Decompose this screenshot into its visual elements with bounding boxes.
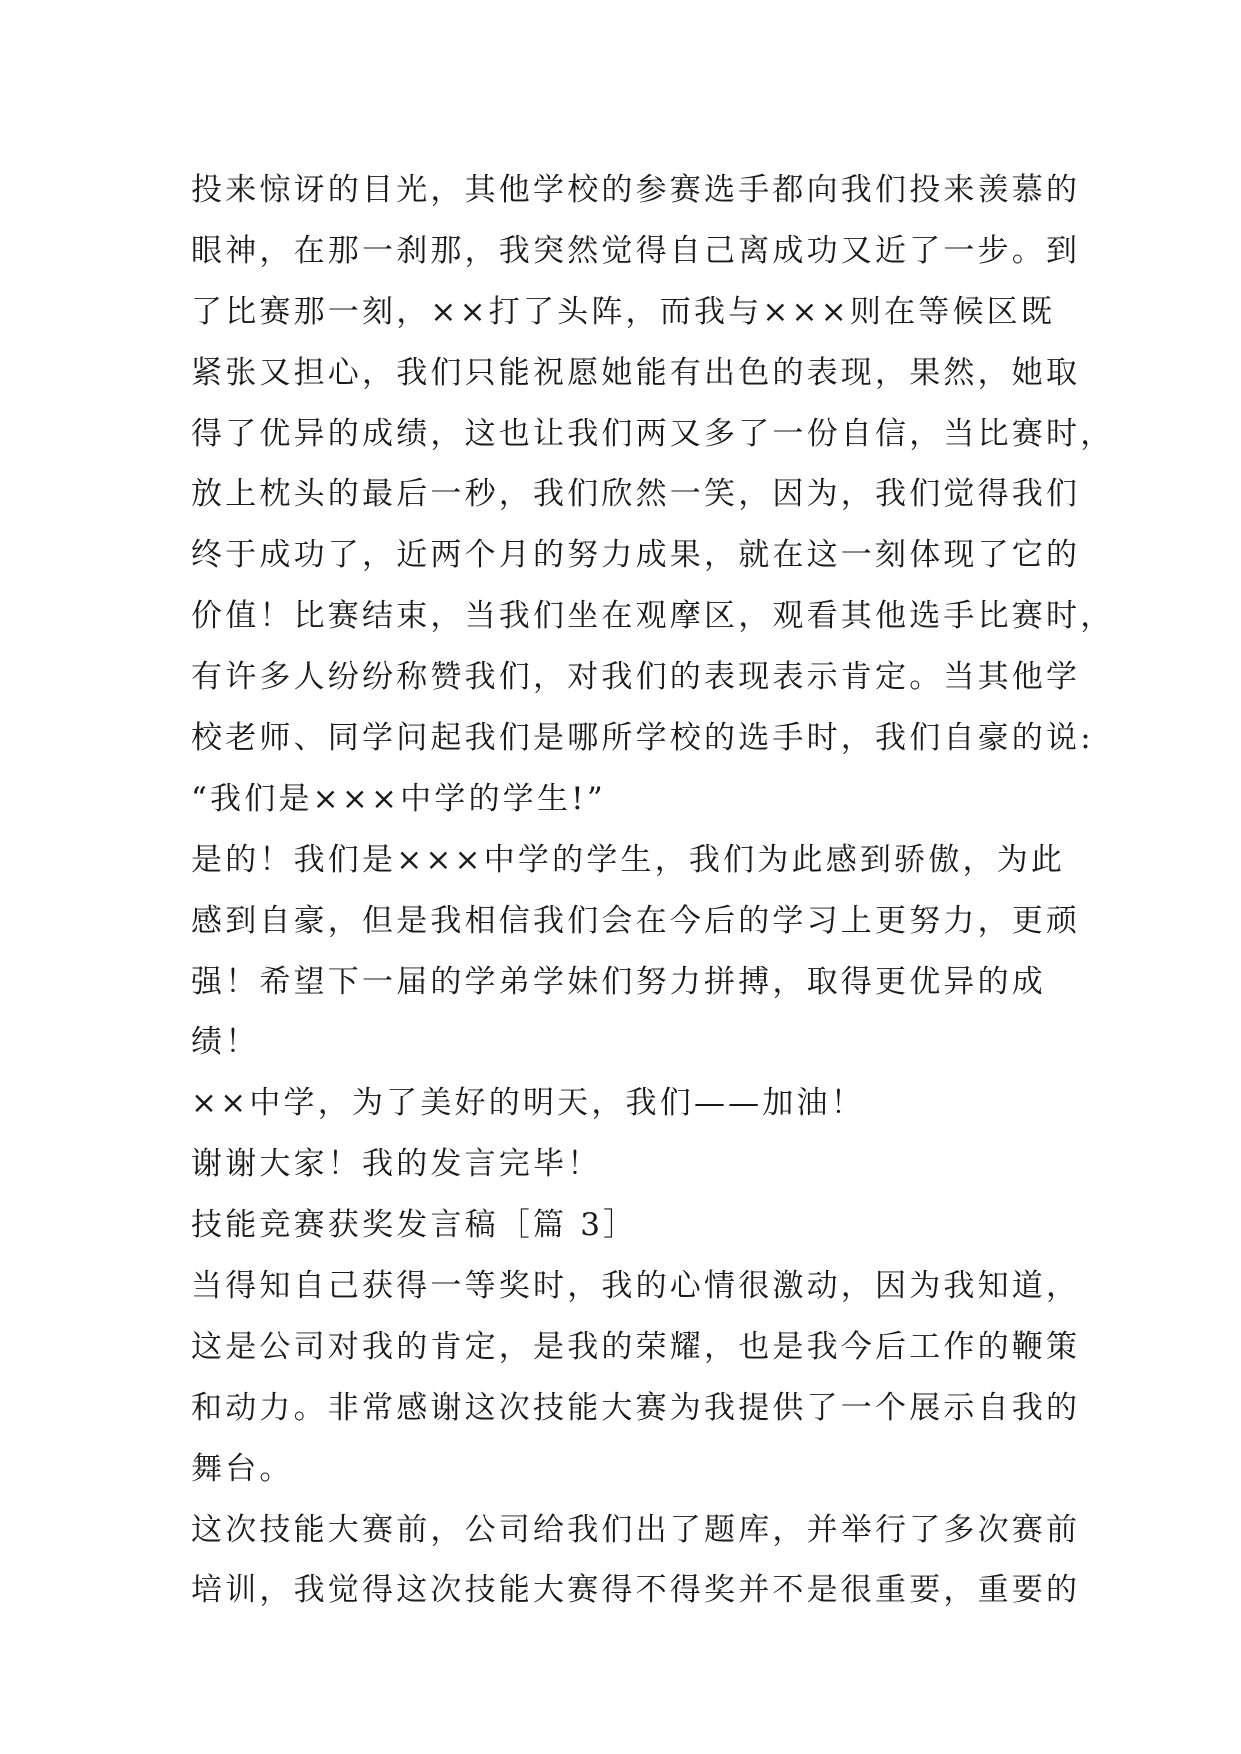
text-line: 得了优异的成绩，这也让我们两又多了一份自信，当比赛时， (191, 415, 1115, 452)
section-heading: 技能竞赛获奖发言稿［篇 3］ (191, 1207, 638, 1244)
text-line: 价值！比赛结束，当我们坐在观摩区，观看其他选手比赛时， (191, 598, 1115, 635)
text-line: 投来惊讶的目光，其他学校的参赛选手都向我们投来羡慕的 (191, 172, 1081, 208)
text-line: 舞台。 (191, 1450, 294, 1487)
text-line: “我们是×××中学的学生!” (191, 780, 606, 817)
text-line: 感到自豪，但是我相信我们会在今后的学习上更努力，更顽 (191, 902, 1081, 939)
text-line: 当得知自己获得一等奖时，我的心情很激动，因为我知道， (191, 1268, 1081, 1305)
text-line: 校老师、同学问起我们是哪所学校的选手时，我们自豪的说: (191, 720, 1094, 757)
text-line: 和动力。非常感谢这次技能大赛为我提供了一个展示自我的 (191, 1389, 1081, 1426)
text-line: 放上枕头的最后一秒，我们欣然一笑，因为，我们觉得我们 (191, 476, 1081, 513)
text-line: 谢谢大家！我的发言完毕！ (191, 1146, 602, 1183)
text-line: 这次技能大赛前，公司给我们出了题库，并举行了多次赛前 (191, 1511, 1081, 1548)
text-line: 终于成功了，近两个月的努力成果，就在这一刻体现了它的 (191, 537, 1081, 574)
text-line: 培训，我觉得这次技能大赛得不得奖并不是很重要，重要的 (191, 1572, 1081, 1609)
text-line: 眼神，在那一刹那，我突然觉得自己离成功又近了一步。到 (191, 232, 1081, 269)
document-body (191, 160, 1115, 1621)
text-line: 是的！我们是×××中学的学生，我们为此感到骄傲，为此 (191, 841, 1066, 878)
text-line: ××中学，为了美好的明天，我们——加油！ (191, 1085, 865, 1122)
text-line: 强！希望下一届的学弟学妹们努力拼搏，取得更优异的成 (191, 963, 1046, 1000)
text-line: 紧张又担心，我们只能祝愿她能有出色的表现，果然，她取 (191, 354, 1081, 391)
text-line: 了比赛那一刻，××打了头阵，而我与×××则在等候区既 (191, 293, 1056, 330)
text-line: 这是公司对我的肯定，是我的荣耀，也是我今后工作的鞭策 (191, 1328, 1081, 1365)
text-line: 绩！ (191, 1024, 260, 1061)
text-line: 有许多人纷纷称赞我们，对我们的表现表示肯定。当其他学 (191, 659, 1081, 696)
